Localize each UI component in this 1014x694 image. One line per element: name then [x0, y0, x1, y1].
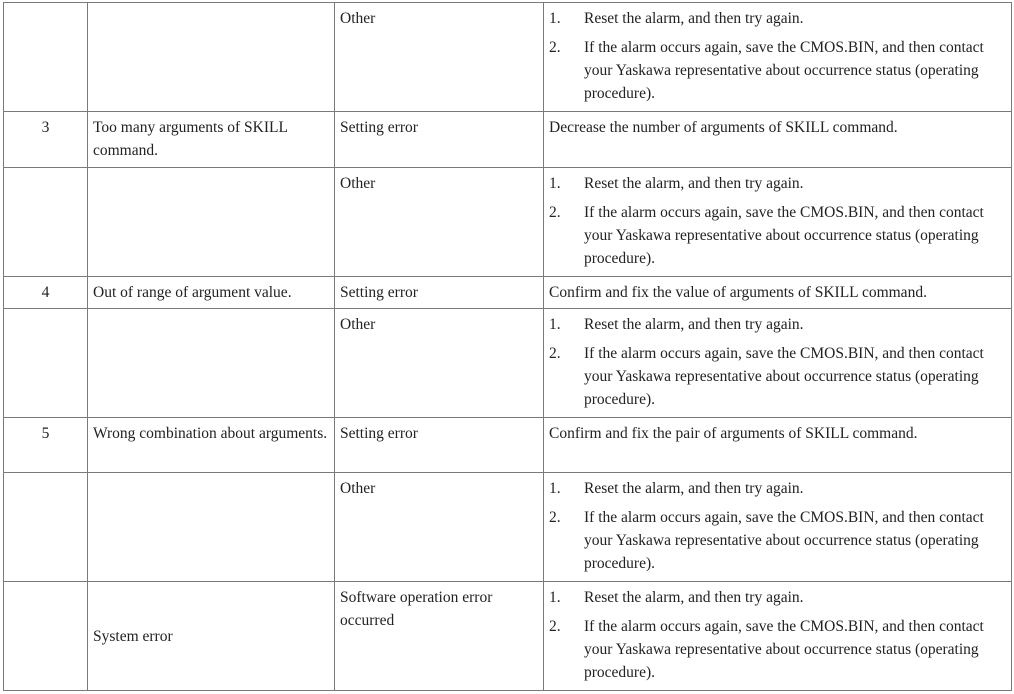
- alarm-description-cell: Out of range of argument value.: [88, 277, 335, 309]
- alarm-subcode-cell: [4, 309, 88, 418]
- remedy-cell: [544, 3, 1012, 112]
- step-text: If the alarm occurs again, save the CMOS.BIN, and then contact your Yaskawa representative about occurrence status (operating procedure).: [584, 204, 984, 267]
- cause-cell: Other: [335, 3, 544, 112]
- remedy-step: [549, 342, 1006, 411]
- table-row: [4, 3, 1012, 112]
- cause-cell: Other: [335, 473, 544, 582]
- step-number: 1.: [549, 175, 561, 192]
- step-number: 1.: [549, 10, 561, 27]
- remedy-steps: [549, 172, 1006, 270]
- alarm-description-cell: [88, 309, 335, 418]
- alarm-subcode-cell: 3: [4, 112, 88, 168]
- step-number: 1.: [549, 480, 561, 497]
- table-row: [4, 582, 1012, 691]
- remedy-step: [549, 506, 1006, 575]
- step-number: 2.: [549, 39, 561, 56]
- remedy-step: [549, 615, 1006, 684]
- remedy-steps: [549, 586, 1006, 684]
- alarm-description-cell: Too many arguments of SKILL command.: [88, 112, 335, 168]
- cause-cell: Other: [335, 168, 544, 277]
- alarm-subcode-cell: 5: [4, 418, 88, 473]
- remedy-cell: [544, 473, 1012, 582]
- remedy-step: [549, 36, 1006, 105]
- step-number: 2.: [549, 204, 561, 221]
- step-text: If the alarm occurs again, save the CMOS.BIN, and then contact your Yaskawa representative about occurrence status (operating procedure).: [584, 618, 984, 681]
- table-row: [4, 277, 1012, 309]
- remedy-cell: [544, 168, 1012, 277]
- table-row: [4, 418, 1012, 473]
- cause-cell: Software operation error occurred: [335, 582, 544, 691]
- alarm-remedy-table: [3, 2, 1012, 691]
- step-text: Reset the alarm, and then try again.: [584, 480, 804, 497]
- cause-cell: Setting error: [335, 418, 544, 473]
- alarm-description-cell: [88, 168, 335, 277]
- remedy-steps: [549, 313, 1006, 411]
- step-number: 1.: [549, 589, 561, 606]
- table-row: [4, 473, 1012, 582]
- alarm-description-cell: System error: [88, 582, 335, 691]
- alarm-subcode-cell: 4: [4, 277, 88, 309]
- table-row: [4, 309, 1012, 418]
- step-number: 2.: [549, 618, 561, 635]
- remedy-steps: [549, 7, 1006, 105]
- remedy-step: [549, 586, 1006, 609]
- remedy-steps: [549, 477, 1006, 575]
- table-row: [4, 168, 1012, 277]
- step-number: 2.: [549, 345, 561, 362]
- cause-cell: Setting error: [335, 112, 544, 168]
- alarm-subcode-cell: [4, 3, 88, 112]
- table-row: [4, 112, 1012, 168]
- remedy-step: [549, 172, 1006, 195]
- step-text: If the alarm occurs again, save the CMOS.BIN, and then contact your Yaskawa representative about occurrence status (operating procedure).: [584, 509, 984, 572]
- step-text: Reset the alarm, and then try again.: [584, 589, 804, 606]
- remedy-step: [549, 201, 1006, 270]
- step-number: 2.: [549, 509, 561, 526]
- alarm-subcode-cell: [4, 473, 88, 582]
- remedy-cell: [544, 582, 1012, 691]
- remedy-step: [549, 477, 1006, 500]
- remedy-cell: [544, 309, 1012, 418]
- step-text: If the alarm occurs again, save the CMOS.BIN, and then contact your Yaskawa representative about occurrence status (operating procedure).: [584, 39, 984, 102]
- alarm-description-cell: Wrong combination about arguments.: [88, 418, 335, 473]
- alarm-description-cell: [88, 473, 335, 582]
- step-text: Reset the alarm, and then try again.: [584, 10, 804, 27]
- cause-cell: Setting error: [335, 277, 544, 309]
- cause-cell: Other: [335, 309, 544, 418]
- remedy-step: [549, 7, 1006, 30]
- step-text: If the alarm occurs again, save the CMOS.BIN, and then contact your Yaskawa representative about occurrence status (operating procedure).: [584, 345, 984, 408]
- remedy-cell: Confirm and fix the pair of arguments of SKILL command.: [544, 418, 1012, 473]
- remedy-cell: Confirm and fix the value of arguments of SKILL command.: [544, 277, 1012, 309]
- remedy-step: [549, 313, 1006, 336]
- step-number: 1.: [549, 316, 561, 333]
- alarm-description-cell: [88, 3, 335, 112]
- step-text: Reset the alarm, and then try again.: [584, 175, 804, 192]
- remedy-cell: Decrease the number of arguments of SKILL command.: [544, 112, 1012, 168]
- alarm-subcode-cell: [4, 168, 88, 277]
- alarm-subcode-cell: [4, 582, 88, 691]
- step-text: Reset the alarm, and then try again.: [584, 316, 804, 333]
